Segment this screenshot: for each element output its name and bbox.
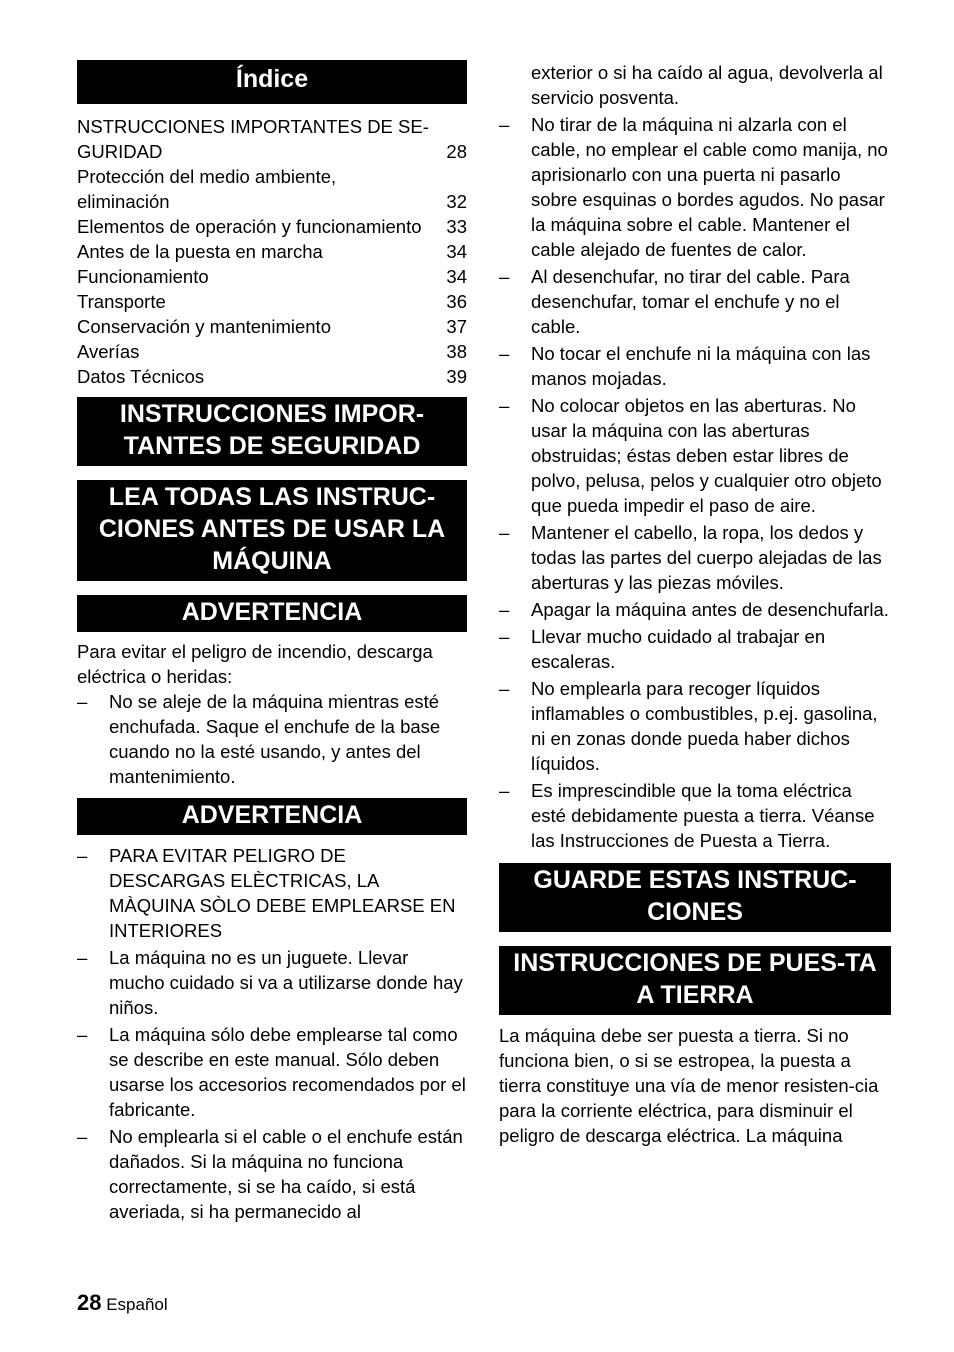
toc-entry-label: Conservación y mantenimiento	[77, 316, 331, 337]
grounding-heading: INSTRUCCIONES DE PUES-TA A TIERRA	[499, 946, 891, 1015]
page-footer	[77, 1290, 168, 1316]
safety-heading: INSTRUCCIONES IMPOR-TANTES DE SEGURIDAD	[77, 397, 467, 466]
grounding-text: La máquina debe ser puesta a tierra. Si no funciona bien, o si se estropea, la puesta a tierra constituye una vía de menor resisten-cia para la corriente eléctrica, para disminuir el peligro de descarga eléctrica. La máquina	[499, 1025, 879, 1146]
safety-list-continued	[499, 60, 891, 853]
toc-entry-page: 38	[446, 341, 467, 362]
warning-heading-2: ADVERTENCIA	[77, 798, 467, 835]
toc-entry-page: 37	[446, 316, 467, 337]
toc-entry-page: 34	[446, 266, 467, 287]
toc-entry-label: Antes de la puesta en marcha	[77, 241, 323, 262]
toc-entry-label: Elementos de operación y funcionamiento	[77, 216, 422, 237]
read-instructions-heading: LEA TODAS LAS INSTRUC-CIONES ANTES DE USAR LA MÁQUINA	[77, 480, 467, 581]
toc-entry-label: Datos Técnicos	[77, 366, 205, 387]
toc-entry-label: Protección del medio ambiente, eliminación	[77, 166, 337, 212]
table-of-contents	[77, 114, 467, 389]
toc-entry-label: Funcionamiento	[77, 266, 209, 287]
toc-entry-page: 33	[446, 216, 467, 237]
list-item: – Llevar mucho cuidado al trabajar en escaleras.	[499, 624, 891, 674]
list-item: – La máquina sólo debe emplearse tal como se describe en este manual. Sólo deben usarse los accesorios recomendados por el fabricante.	[77, 1022, 467, 1122]
toc-entry-label: NSTRUCCIONES IMPORTANTES DE SE-GURIDAD	[77, 116, 429, 162]
list-item: – No tocar el enchufe ni la máquina con las manos mojadas.	[499, 341, 891, 391]
save-instructions-heading: GUARDE ESTAS INSTRUC-CIONES	[499, 863, 891, 932]
list-item: – Es imprescindible que la toma eléctrica esté debidamente puesta a tierra. Véanse las Instrucciones de Puesta a Tierra.	[499, 778, 891, 853]
list-item: – PARA EVITAR PELIGRO DE DESCARGAS ELÈCTRICAS, LA MÀQUINA SÒLO DEBE EMPLEARSE EN INTERIORES	[77, 843, 467, 943]
index-heading: Índice	[77, 60, 467, 104]
toc-entry[interactable]	[77, 314, 467, 339]
left-column	[77, 60, 467, 1226]
toc-entry-page: 34	[446, 241, 467, 262]
list-item: – No se aleje de la máquina mientras esté enchufada. Saque el enchufe de la base cuando no la esté usando, y antes del mantenimiento.	[77, 689, 467, 789]
toc-entry-page: 28	[446, 141, 467, 162]
list-item-continued: exterior o si ha caído al agua, devolverla al servicio posventa.	[531, 62, 883, 108]
toc-entry[interactable]	[77, 339, 467, 364]
warning-heading-1: ADVERTENCIA	[77, 595, 467, 632]
toc-entry[interactable]	[77, 364, 467, 389]
list-item: – No emplearla para recoger líquidos inflamables o combustibles, p.ej. gasolina, ni en zonas donde pueda haber dichos líquidos.	[499, 676, 891, 776]
toc-entry[interactable]	[77, 239, 467, 264]
list-item: – Apagar la máquina antes de desenchufarla.	[499, 597, 891, 622]
list-item: – Mantener el cabello, la ropa, los dedos y todas las partes del cuerpo alejadas de las aberturas y las piezas móviles.	[499, 520, 891, 595]
toc-entry[interactable]	[77, 114, 467, 164]
toc-entry-label: Transporte	[77, 291, 166, 312]
toc-entry-page: 39	[446, 366, 467, 387]
page-number: 28	[77, 1290, 102, 1315]
toc-entry-label: Averías	[77, 341, 140, 362]
toc-entry[interactable]	[77, 164, 467, 214]
toc-entry[interactable]	[77, 264, 467, 289]
toc-entry[interactable]	[77, 289, 467, 314]
toc-entry-page: 32	[446, 191, 467, 212]
list-item: – La máquina no es un juguete. Llevar mucho cuidado si va a utilizarse donde hay niños.	[77, 945, 467, 1020]
toc-entry-page: 36	[446, 291, 467, 312]
list-item: – No colocar objetos en las aberturas. No usar la máquina con las aberturas obstruidas; éstas deben estar libres de polvo, pelusa, pelos y cualquier otro objeto que pueda impedir el paso de aire.	[499, 393, 891, 518]
toc-entry[interactable]	[77, 214, 467, 239]
warning-1-list	[77, 689, 467, 789]
list-item: – No emplearla si el cable o el enchufe están dañados. Si la máquina no funciona correctamente, si se ha caído, si está averiada, si ha permanecido al	[77, 1124, 467, 1224]
list-item: – Al desenchufar, no tirar del cable. Para desenchufar, tomar el enchufe y no el cable.	[499, 264, 891, 339]
language-label: Español	[106, 1295, 168, 1314]
right-column	[499, 60, 891, 1148]
warning-1-intro: Para evitar el peligro de incendio, descarga eléctrica o heridas:	[77, 641, 433, 687]
list-item: – No tirar de la máquina ni alzarla con el cable, no emplear el cable como manija, no aprisionarlo con una puerta ni pasarlo sobre esquinas o bordes agudos. No pasar la máquina sobre el cable. Mantener el cable alejado de fuentes de calor.	[499, 112, 891, 262]
warning-2-list	[77, 843, 467, 1224]
